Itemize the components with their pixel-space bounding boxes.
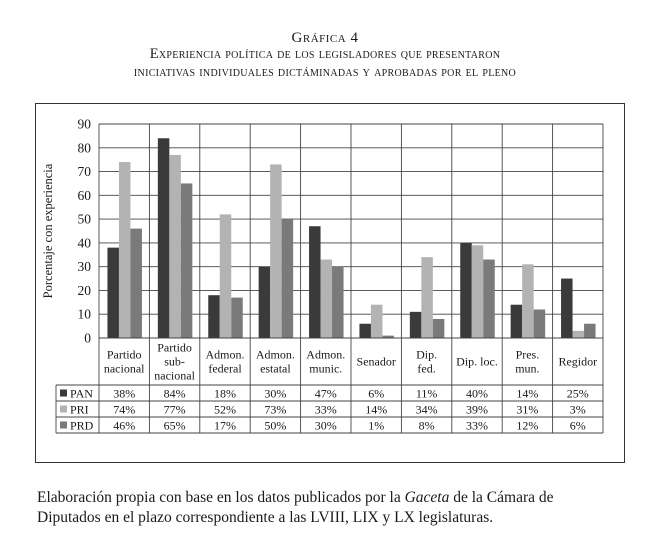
source-note xyxy=(37,488,627,528)
data-label: 52% xyxy=(214,402,236,417)
bar-pan xyxy=(561,279,573,338)
bar-pri xyxy=(371,305,383,338)
bar-pri xyxy=(472,245,484,338)
category-label: Partido xyxy=(106,347,142,362)
category-label: sub- xyxy=(164,354,185,369)
bar-prd xyxy=(483,260,495,338)
figure-title-line-2: iniciativas individuales dictáminadas y aprobadas por el pleno xyxy=(133,64,517,80)
figure-title-line-1: Experiencia política de los legisladores que presentaron xyxy=(149,46,501,62)
data-label: 40% xyxy=(466,386,488,401)
legend-swatch-prd xyxy=(60,422,67,429)
category-label: nacional xyxy=(154,368,195,383)
bar-pan xyxy=(511,305,523,338)
source-note-line-1-end: de la Cámara de xyxy=(449,489,554,506)
figure-label: Gráfica 4 xyxy=(291,30,359,46)
category-label: Dip. loc. xyxy=(456,354,498,369)
data-label: 74% xyxy=(113,402,136,417)
bar-prd xyxy=(534,309,546,338)
data-label: 34% xyxy=(415,402,438,417)
bar-prd xyxy=(433,319,445,338)
source-note-line-1-start: Elaboración propia con base en los datos publicados por la xyxy=(37,489,405,506)
bar-pan xyxy=(410,312,422,338)
data-label: 38% xyxy=(113,386,136,401)
category-label: fed. xyxy=(417,361,436,376)
y-tick-label: 60 xyxy=(77,187,91,203)
y-tick-label: 30 xyxy=(77,259,91,275)
category-label: Regidor xyxy=(558,354,598,369)
y-tick-label: 80 xyxy=(77,140,91,156)
data-label: 1% xyxy=(368,418,385,433)
category-label: Pres. xyxy=(515,347,540,362)
data-label: 33% xyxy=(466,418,488,433)
data-label: 14% xyxy=(516,386,539,401)
data-label: 8% xyxy=(418,418,435,433)
category-label: Senador xyxy=(356,354,396,369)
bar-pan xyxy=(158,138,170,338)
data-label: 6% xyxy=(368,386,385,401)
legend-swatch-pri xyxy=(60,406,67,413)
bar-prd xyxy=(231,298,243,338)
bar-pan xyxy=(309,226,321,338)
y-tick-label: 70 xyxy=(77,164,91,180)
data-label: 12% xyxy=(516,418,539,433)
category-label: nacional xyxy=(103,361,145,376)
legend-swatch-pan xyxy=(60,390,67,397)
legend-label-prd: PRD xyxy=(70,418,94,433)
category-label: Partido xyxy=(157,340,192,355)
data-label: 18% xyxy=(214,386,236,401)
data-label: 84% xyxy=(163,386,186,401)
legend-label-pri: PRI xyxy=(70,402,89,417)
data-label: 46% xyxy=(113,418,136,433)
category-label: Dip. xyxy=(416,347,438,362)
chart-frame xyxy=(35,103,625,463)
bar-pri xyxy=(169,155,181,338)
category-label: estatal xyxy=(260,361,291,376)
y-tick-label: 40 xyxy=(77,235,91,251)
y-tick-label: 0 xyxy=(84,330,91,346)
data-label: 17% xyxy=(214,418,236,433)
data-label: 30% xyxy=(314,418,337,433)
bar-pri xyxy=(270,164,282,338)
data-label: 25% xyxy=(566,386,589,401)
category-label: federal xyxy=(208,361,242,376)
bar-pan xyxy=(259,267,271,338)
data-label: 6% xyxy=(569,418,586,433)
data-label: 47% xyxy=(314,386,337,401)
bar-pri xyxy=(119,162,131,338)
y-axis-label: Porcentaje con experiencia xyxy=(41,163,55,299)
bar-pan xyxy=(208,295,220,338)
bar-pri xyxy=(220,214,232,338)
category-label: Admon. xyxy=(255,347,295,362)
bar-pan xyxy=(460,243,472,338)
bar-prd xyxy=(282,219,294,338)
data-label: 30% xyxy=(264,386,287,401)
data-label: 39% xyxy=(466,402,488,417)
data-label: 50% xyxy=(264,418,287,433)
data-label: 3% xyxy=(569,402,586,417)
bar-pri xyxy=(321,260,333,338)
y-tick-label: 50 xyxy=(77,211,91,227)
data-label: 11% xyxy=(415,386,438,401)
y-tick-label: 20 xyxy=(77,282,91,298)
data-label: 33% xyxy=(314,402,337,417)
source-note-line-2: Diputados en el plazo correspondiente a las LVIII, LIX y LX legislaturas. xyxy=(37,509,494,526)
bar-prd xyxy=(332,267,344,338)
category-label: Admon. xyxy=(306,347,346,362)
bar-pri xyxy=(573,331,585,338)
y-tick-label: 10 xyxy=(77,306,91,322)
bar-chart xyxy=(36,104,624,462)
y-tick-label: 90 xyxy=(77,116,91,132)
data-label: 73% xyxy=(264,402,287,417)
category-label: munic. xyxy=(309,361,343,376)
bar-pri xyxy=(522,264,534,338)
data-label: 77% xyxy=(163,402,186,417)
legend-label-pan: PAN xyxy=(70,386,93,401)
data-label: 31% xyxy=(516,402,539,417)
bar-prd xyxy=(584,324,596,338)
category-label: mun. xyxy=(515,361,540,376)
data-label: 14% xyxy=(365,402,388,417)
source-note-italic: Gaceta xyxy=(404,489,450,506)
category-label: Admon. xyxy=(205,347,245,362)
bar-pri xyxy=(421,257,433,338)
bar-pan xyxy=(107,248,119,338)
bar-prd xyxy=(130,229,142,338)
data-label: 65% xyxy=(163,418,186,433)
bar-pan xyxy=(359,324,371,338)
bar-prd xyxy=(181,183,193,338)
